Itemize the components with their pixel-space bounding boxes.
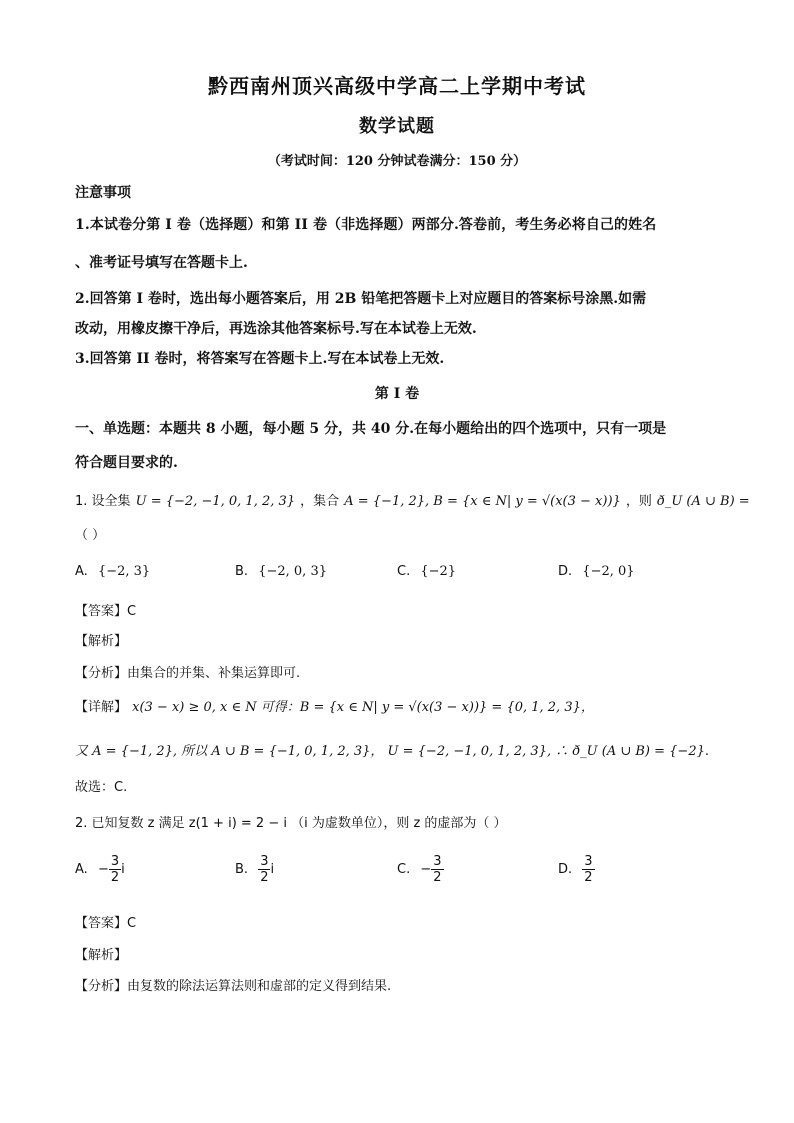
- option-suffix: i: [121, 862, 125, 877]
- q1-option-d: [558, 564, 635, 579]
- fraction-denominator: 2: [260, 870, 269, 885]
- notice-item-1b: 、准考证号填写在答题卡上.: [75, 255, 248, 271]
- notice-item-1a: 1.本试卷分第 I 卷（选择题）和第 II 卷（非选择题）两部分.答卷前，考生务必将自己的姓名: [75, 217, 657, 233]
- option-label: C.: [397, 564, 411, 579]
- exam-school-title: 黔西南州顶兴高级中学高二上学期中考试: [208, 74, 586, 98]
- q1-conclusion: 故选：C.: [75, 780, 128, 795]
- option-value: {−2}: [420, 564, 457, 579]
- exam-subject-title: 数学试题: [359, 116, 435, 137]
- q2-option-b: [235, 855, 274, 884]
- q1-option-c: [397, 564, 456, 579]
- answer-tag: 【答案】: [75, 916, 128, 931]
- option-sign: −: [97, 862, 109, 877]
- q1-analysis: [75, 662, 300, 681]
- detail-tag: 【详解】: [75, 700, 128, 715]
- option-fraction: [109, 855, 121, 884]
- question-1-stem: [75, 490, 750, 509]
- q2-analysis-tag: 【解析】: [75, 948, 128, 963]
- exam-info: （考试时间：120 分钟试卷满分：150 分）: [267, 154, 527, 169]
- q1-expression: ð_U (A ∪ B) =: [657, 494, 750, 509]
- q2-option-d: [558, 855, 595, 884]
- option-value: {−2, 0, 3}: [258, 564, 327, 579]
- option-label: A.: [75, 564, 88, 579]
- option-value: {−2, 0}: [582, 564, 635, 579]
- fraction-numerator: 3: [584, 854, 593, 869]
- answer-value: C: [127, 916, 137, 931]
- option-label: A.: [75, 862, 88, 877]
- notice-item-2a: 2.回答第 I 卷时，选出每小题答案后，用 2B 铅笔把答题卡上对应题目的答案标号涂黑.如需: [75, 291, 647, 307]
- fraction-denominator: 2: [433, 870, 442, 885]
- fraction-denominator: 2: [110, 870, 120, 885]
- answer-value: C: [127, 604, 137, 619]
- fraction-denominator: 2: [584, 870, 593, 885]
- q1-detail-line-1: [75, 696, 594, 715]
- option-label: D.: [558, 862, 573, 877]
- q1-mid: ，集合: [300, 494, 340, 509]
- option-label: D.: [558, 564, 573, 579]
- section-heading-b: 符合题目要求的.: [75, 455, 178, 471]
- q2-analysis: [75, 975, 391, 994]
- q1-analysis-tag: 【解析】: [75, 634, 128, 649]
- option-fraction: [258, 855, 270, 884]
- fraction-numerator: 3: [433, 854, 442, 869]
- q2-answer: [75, 912, 136, 931]
- option-sign: −: [420, 862, 432, 877]
- q1-prefix: 1. 设全集: [75, 494, 131, 509]
- fraction-numerator: 3: [110, 854, 120, 869]
- q1-option-b: [235, 564, 327, 579]
- section-heading-a: 一、单选题：本题共 8 小题，每小题 5 分，共 40 分.在每小题给出的四个选项中，只有一项是: [75, 421, 667, 437]
- notice-heading: 注意事项: [75, 185, 131, 201]
- notice-item-3: 3.回答第 II 卷时，将答案写在答题卡上.写在本试卷上无效.: [75, 351, 445, 367]
- analysis-head: 由集合的并集、补集运算即可.: [127, 666, 301, 681]
- detail-text: x(3 − x) ≥ 0, x ∈ N 可得：B = {x ∈ N| y = √(x(3 − x))} = {0, 1, 2, 3}，: [132, 700, 594, 715]
- question-2-stem: 2. 已知复数 z 满足 z(1 + i) = 2 − i （i 为虚数单位），则 z 的虚部为（ ）: [75, 816, 507, 831]
- q1-sets-ab: A = {−1, 2}, B = {x ∈ N| y = √(x(3 − x))}: [344, 494, 621, 509]
- q1-detail-line-2: 又 A = {−1, 2}, 所以 A ∪ B = {−1, 0, 1, 2, 3}， U = {−2, −1, 0, 1, 2, 3}, ∴ ð_U (A ∪ B) = {−2}.: [75, 744, 709, 759]
- option-fraction: [582, 855, 594, 884]
- option-label: B.: [235, 564, 249, 579]
- analysis-head-tag: 【分析】: [75, 666, 128, 681]
- option-label: B.: [235, 862, 249, 877]
- q1-answer: [75, 600, 136, 619]
- option-suffix: i: [270, 862, 275, 877]
- q1-then: ，则: [625, 494, 652, 509]
- q1-universal-set: U = {−2, −1, 0, 1, 2, 3}: [135, 494, 296, 509]
- answer-tag: 【答案】: [75, 604, 128, 619]
- notice-item-2b: 改动，用橡皮擦干净后，再选涂其他答案标号.写在本试卷上无效.: [75, 321, 477, 337]
- option-fraction: [431, 855, 443, 884]
- fraction-numerator: 3: [260, 854, 269, 869]
- q1-paren: （ ）: [75, 528, 106, 543]
- part-heading: 第 I 卷: [374, 386, 420, 402]
- option-value: {−2, 3}: [97, 564, 151, 579]
- analysis-head-tag: 【分析】: [75, 979, 128, 994]
- analysis-head: 由复数的除法运算法则和虚部的定义得到结果.: [127, 979, 392, 994]
- option-label: C.: [397, 862, 411, 877]
- q1-option-a: [75, 564, 150, 579]
- q2-option-a: [75, 855, 125, 884]
- q2-option-c: [397, 855, 444, 884]
